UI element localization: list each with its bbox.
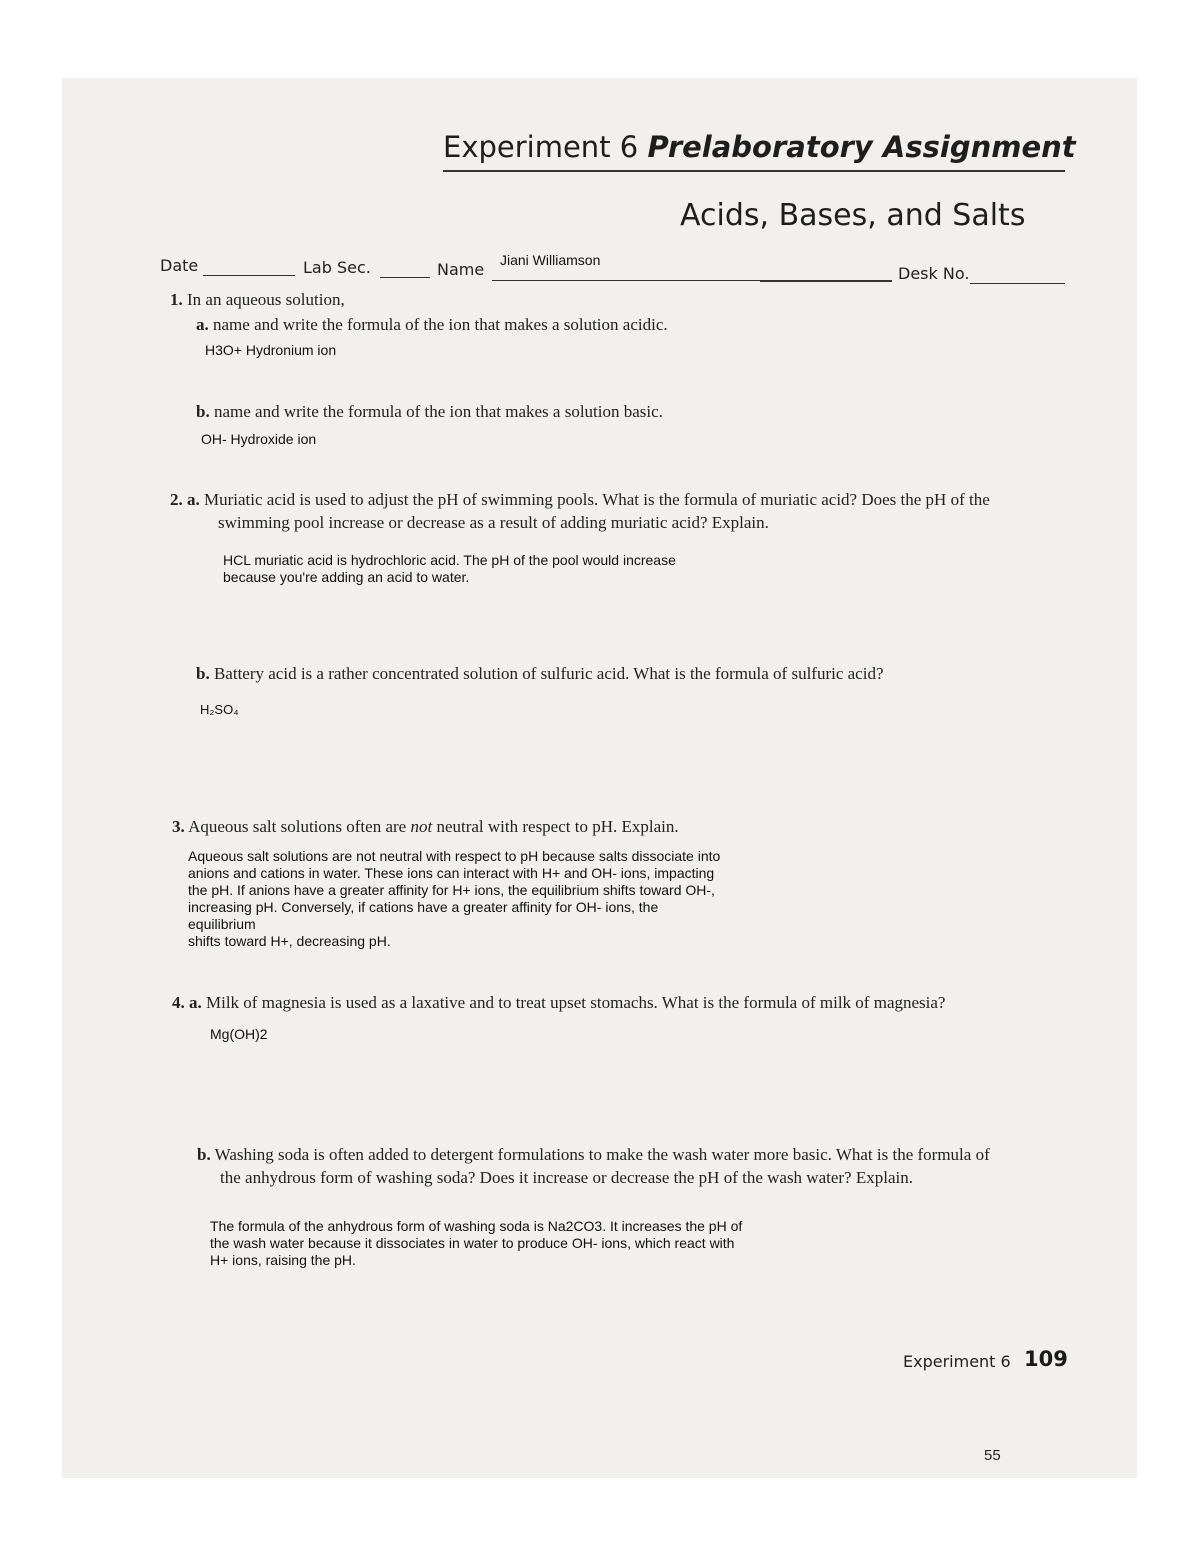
question-1b-letter: b. <box>196 402 210 421</box>
question-3-number: 3. <box>172 817 185 836</box>
footer-experiment-label: Experiment 6 <box>903 1352 1011 1371</box>
question-1a <box>196 315 668 335</box>
question-3 <box>172 817 679 837</box>
lab-sec-label: Lab Sec. <box>303 258 371 277</box>
question-2b-text: Battery acid is a rather concentrated solution of sulfuric acid. What is the formula of sulfuric acid? <box>213 664 884 683</box>
footer-page-number: 109 <box>1024 1347 1068 1371</box>
question-2-number: 2. <box>170 490 183 509</box>
answer-4a[interactable]: Mg(OH)2 <box>210 1026 268 1042</box>
question-2a-text-line2: swimming pool increase or decrease as a result of adding muriatic acid? Explain. <box>218 513 769 532</box>
question-2a-text-line1: Muriatic acid is used to adjust the pH of swimming pools. What is the formula of muriatic acid? Does the pH of the <box>204 490 990 509</box>
question-3-text-after: neutral with respect to pH. Explain. <box>436 817 679 836</box>
question-1b <box>196 402 663 422</box>
question-4a-text: Milk of magnesia is used as a laxative and to treat upset stomachs. What is the formula of milk of magnesia? <box>206 993 946 1012</box>
name-label: Name <box>437 260 485 279</box>
answer-1b[interactable]: OH- Hydroxide ion <box>201 431 317 447</box>
desk-field[interactable] <box>970 283 1065 284</box>
lab-sec-field[interactable] <box>380 277 430 278</box>
question-1-number: 1. <box>170 290 183 309</box>
pdf-page-number: 55 <box>984 1447 1001 1464</box>
question-2a <box>170 490 990 510</box>
question-2a-letter: a. <box>187 490 200 509</box>
answer-1a[interactable]: H3O+ Hydronium ion <box>205 342 337 358</box>
question-1a-letter: a. <box>196 315 209 334</box>
question-3-text-italic: not <box>410 817 433 836</box>
name-field-extension <box>760 281 892 282</box>
question-4b-text-line2: the anhydrous form of washing soda? Does it increase or decrease the pH of the wash water? Explain. <box>220 1168 913 1187</box>
question-4-number: 4. <box>172 993 185 1012</box>
question-3-text-before: Aqueous salt solutions often are <box>188 817 407 836</box>
question-1-text: In an aqueous solution, <box>187 290 345 309</box>
answer-2b[interactable]: H₂SO₄ <box>200 702 239 717</box>
question-4a <box>172 993 945 1013</box>
title-rule <box>443 170 1065 172</box>
name-value[interactable]: Jiani Williamson <box>500 252 601 268</box>
question-4a-letter: a. <box>189 993 202 1012</box>
question-4b-letter: b. <box>197 1145 211 1164</box>
question-4b <box>197 1145 990 1165</box>
question-1a-text: name and write the formula of the ion that makes a solution acidic. <box>213 315 668 334</box>
date-label: Date <box>160 256 199 275</box>
experiment-label: Experiment 6 <box>443 130 639 164</box>
date-field[interactable] <box>203 275 295 276</box>
question-1 <box>170 290 345 310</box>
question-2b <box>196 664 884 684</box>
question-2b-letter: b. <box>196 664 210 683</box>
question-1b-text: name and write the formula of the ion that makes a solution basic. <box>213 402 663 421</box>
answer-2a[interactable]: HCL muriatic acid is hydrochloric acid. The pH of the pool would increase because you're adding an acid to water. <box>223 552 676 585</box>
answer-4b[interactable]: The formula of the anhydrous form of washing soda is Na2CO3. It increases the pH of the wash water because it dissociates in water to produce OH- ions, which react with H+ ions, raising the pH. <box>210 1218 743 1268</box>
answer-3[interactable]: Aqueous salt solutions are not neutral with respect to pH because salts dissociate into anions and cations in water. These ions can interact with H+ and OH- ions, impacting the pH. If anions have a greater affinity for H+ ions, the equilibrium shifts toward OH-, increasing pH. Conversely, if cations have a greater affinity for OH- ions, the equilibrium shifts toward H+, decreasing pH. <box>188 848 721 949</box>
page-title <box>443 130 1076 164</box>
desk-label: Desk No. <box>898 264 970 283</box>
subtitle: Acids, Bases, and Salts <box>680 198 1026 233</box>
question-4b-text-line1: Washing soda is often added to detergent formulations to make the wash water more basic. What is the formula of <box>214 1145 990 1164</box>
assignment-label: Prelaboratory Assignment <box>647 130 1076 164</box>
